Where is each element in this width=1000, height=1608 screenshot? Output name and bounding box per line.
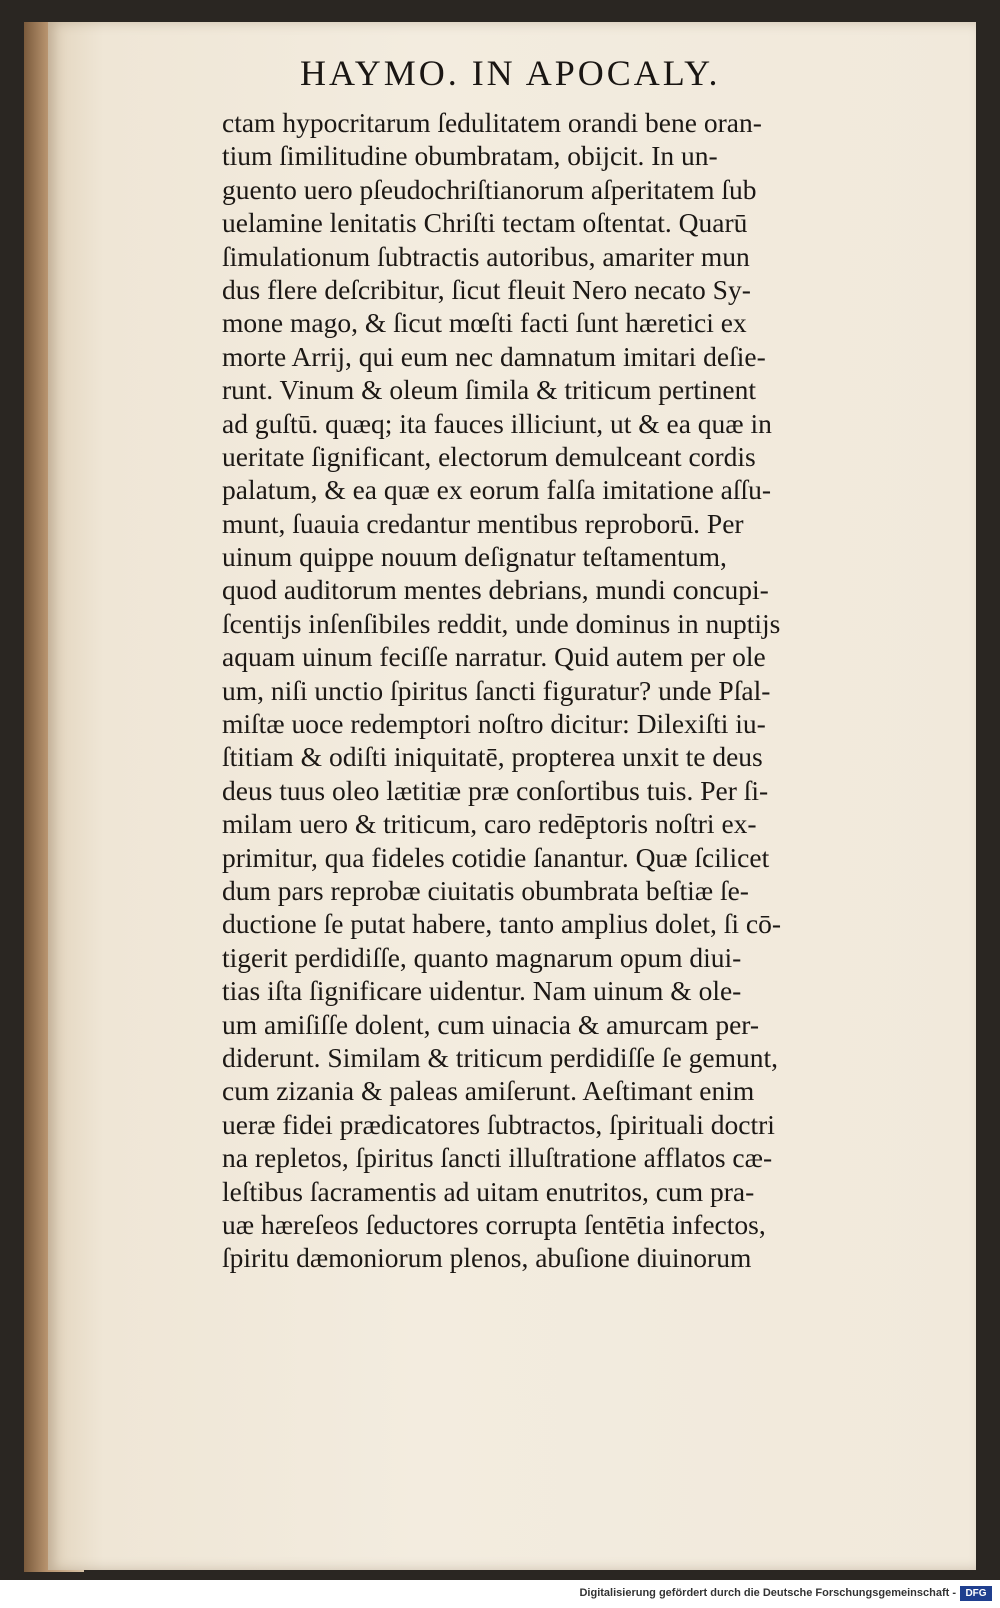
- text-line: um amiſiſſe dolent, cum uinacia & amurcam per-: [222, 1008, 760, 1040]
- text-line: leſtibus ſacramentis ad uitam enutritos, cum pra-: [222, 1175, 755, 1207]
- text-line: dus flere deſcribitur, ſicut fleuit Nero necato Sy-: [222, 273, 751, 305]
- text-line: ad guſtū. quæq; ita fauces illiciunt, ut & ea quæ in: [222, 407, 772, 439]
- running-head: HAYMO. IN APOCALY.: [300, 53, 721, 93]
- text-line: tium ſimilitudine obumbratam, obijcit. In un-: [222, 140, 718, 172]
- dfg-logo-icon: DFG: [960, 1586, 992, 1601]
- text-line: ſcentijs inſenſibiles reddit, unde dominus in nuptijs: [222, 607, 781, 639]
- text-line: ueritate ſignificant, electorum demulceant cordis: [222, 440, 756, 472]
- text-line: cum zizania & paleas amiſerunt. Aeſtimant enim: [222, 1075, 755, 1107]
- text-line: ueræ fidei prædicatores ſubtractos, ſpirituali doctri: [222, 1108, 775, 1140]
- digitization-credit: Digitalisierung gefördert durch die Deutsche Forschungsgemeinschaft -: [579, 1587, 956, 1599]
- text-line: deus tuus oleo lætitiæ præ conſortibus tuis. Per ſi-: [222, 774, 769, 806]
- text-line: ſtitiam & odiſti iniquitatē, propterea unxit te deus: [222, 741, 763, 773]
- text-line: ductione ſe putat habere, tanto amplius dolet, ſi cō-: [222, 908, 781, 940]
- text-line: miſtæ uoce redemptori noſtro dicitur: Dilexiſti iu-: [222, 708, 766, 740]
- text-line: munt, ſuauia credantur mentibus reproborū. Per: [222, 507, 744, 539]
- text-line: tias iſta ſignificare uidentur. Nam uinum & ole-: [222, 975, 742, 1007]
- text-line: na repletos, ſpiritus ſancti illuſtratione afflatos cæ-: [222, 1142, 773, 1174]
- text-line: aquam uinum feciſſe narratur. Quid autem per ole: [222, 641, 766, 673]
- text-line: palatum, & ea quæ ex eorum falſa imitatione aſſu-: [222, 474, 772, 506]
- text-line: ſpiritu dæmoniorum plenos, abuſione diuinorum: [222, 1242, 752, 1274]
- text-line: uinum quippe nouum deſignatur teſtamentum,: [222, 541, 727, 573]
- text-line: dum pars reprobæ ciuitatis obumbrata beſtiæ ſe-: [222, 874, 749, 906]
- text-line: quod auditorum mentes debrians, mundi concupi-: [222, 574, 769, 606]
- text-line: runt. Vinum & oleum ſimila & triticum pertinent: [222, 374, 757, 406]
- text-line: uelamine lenitatis Chriſti tectam oſtentat. Quarū: [222, 207, 748, 239]
- text-line: guento uero pſeudochriſtianorum aſperitatem ſub: [222, 173, 757, 205]
- text-line: diderunt. Similam & triticum perdidiſſe ſe gemunt,: [222, 1041, 779, 1073]
- text-line: uæ hæreſeos ſeductores corrupta ſentētia infectos,: [222, 1208, 766, 1240]
- footer-bar: [0, 1580, 1000, 1608]
- text-line: mone mago, & ſicut mœſti facti ſunt hæretici ex: [222, 307, 747, 339]
- text-line: tigerit perdidiſſe, quanto magnarum opum diui-: [222, 941, 742, 973]
- text-line: milam uero & triticum, caro redēptoris noſtri ex-: [222, 808, 757, 840]
- text-line: ctam hypocritarum ſedulitatem orandi bene oran-: [222, 107, 762, 138]
- text-line: ſimulationum ſubtractis autoribus, amariter mun: [222, 240, 750, 272]
- text-line: morte Arrij, qui eum nec damnatum imitari deſie-: [222, 340, 766, 372]
- text-line: um, niſi unctio ſpiritus ſancti figuratur? unde Pſal-: [222, 674, 771, 706]
- body-text: [222, 106, 942, 1275]
- text-line: primitur, qua fideles cotidie ſanantur. Quæ ſcilicet: [222, 841, 770, 873]
